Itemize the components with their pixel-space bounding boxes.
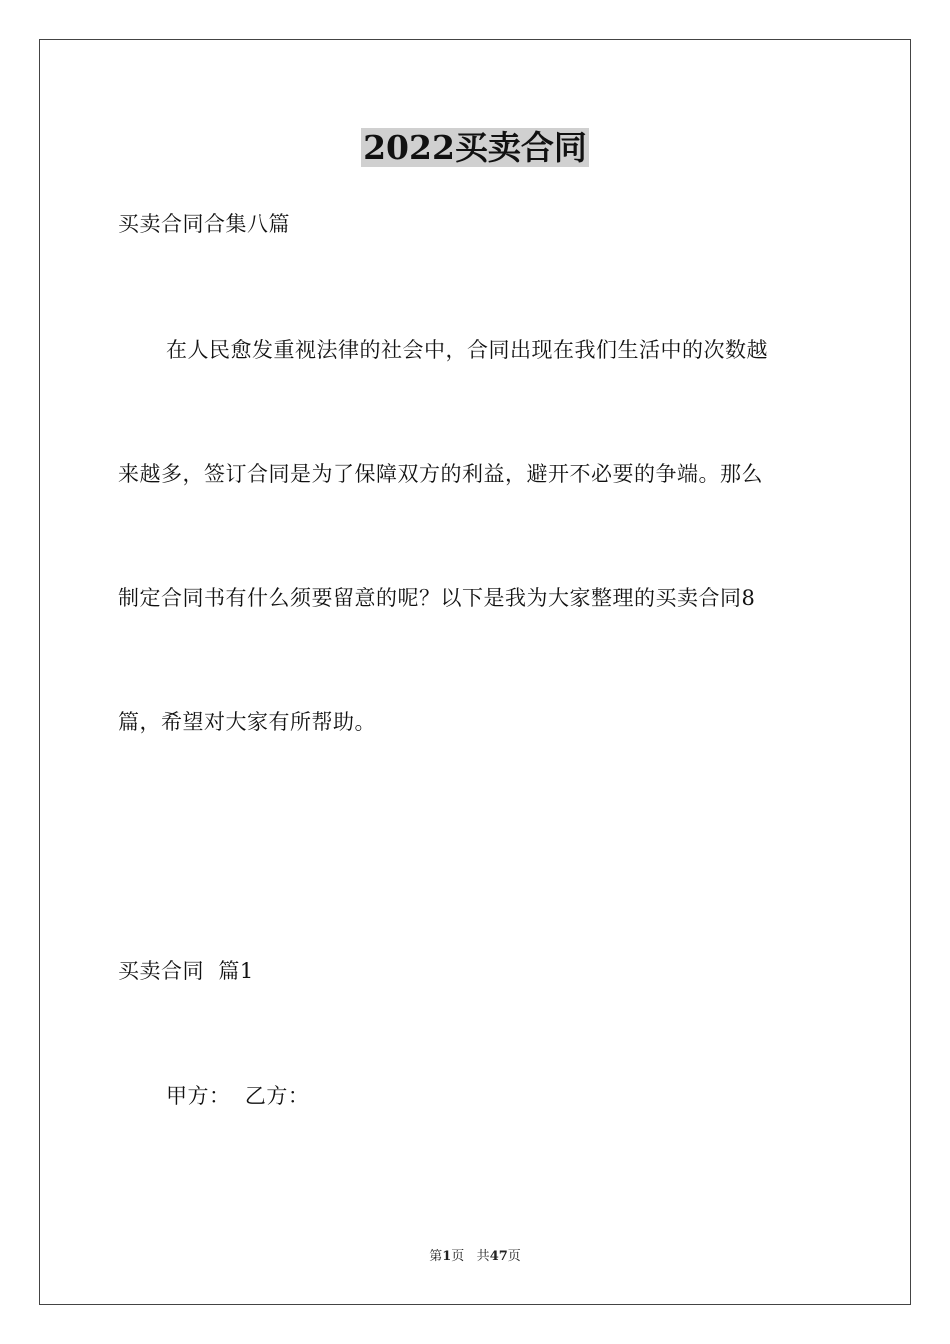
footer-total-prefix: 共: [476, 1249, 490, 1264]
intro-line-4: 篇，希望对大家有所帮助。: [118, 710, 376, 734]
intro-line-2: 来越多，签订合同是为了保障双方的利益，避开不必要的争端。那么: [118, 462, 763, 486]
parties-line: 甲方： 乙方：: [166, 1084, 310, 1108]
document-subtitle: 买卖合同合集八篇: [118, 212, 290, 236]
intro-line-1: 在人民愈发重视法律的社会中，合同出现在我们生活中的次数越: [166, 338, 768, 362]
footer-total-pages: 47: [489, 1249, 508, 1264]
footer-page-prefix: 第: [429, 1249, 443, 1264]
document-title-text: 2022买卖合同: [363, 128, 587, 167]
intro-line-3: 制定合同书有什么须要留意的呢？以下是我为大家整理的买卖合同8: [118, 586, 756, 610]
footer-page-suffix: 页: [451, 1249, 465, 1264]
document-title: [0, 128, 950, 168]
page-footer: [0, 1248, 950, 1266]
footer-page-number: 1: [442, 1249, 452, 1264]
section-heading: 买卖合同 篇1: [118, 959, 254, 983]
footer-total-suffix: 页: [507, 1249, 521, 1264]
